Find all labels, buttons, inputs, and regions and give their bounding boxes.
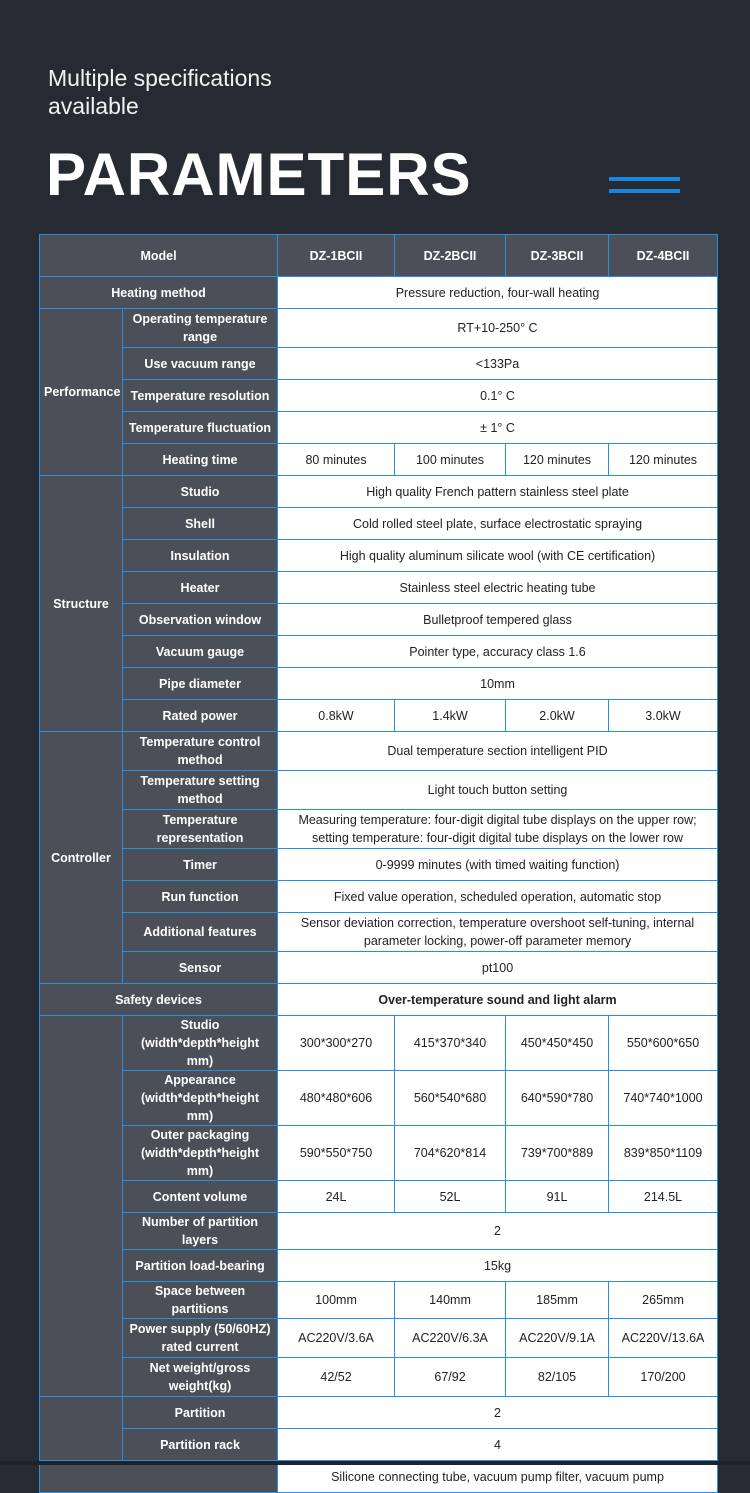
table-row — [40, 1461, 718, 1493]
cell-value: 3.0kW — [609, 700, 718, 732]
row-label: Partition — [123, 1397, 278, 1429]
row-value: 2 — [278, 1213, 718, 1250]
row-value: Light touch button setting — [278, 771, 718, 810]
cell-value: AC220V/3.6A — [278, 1319, 395, 1358]
decor-bar-bottom — [609, 189, 680, 193]
table-row — [40, 444, 718, 476]
subtitle-line-2: available — [48, 93, 139, 119]
row-label: Temperature control method — [123, 732, 278, 771]
page-title: PARAMETERS — [46, 141, 472, 208]
row-value: 0.1° C — [278, 380, 718, 412]
table-row — [40, 1016, 718, 1071]
cell-value: 450*450*450 — [506, 1016, 609, 1071]
row-value: RT+10-250° C — [278, 309, 718, 348]
cell-value: 100mm — [278, 1282, 395, 1319]
cell-value: 2.0kW — [506, 700, 609, 732]
row-value: 10mm — [278, 668, 718, 700]
row-value: 0-9999 minutes (with timed waiting function) — [278, 849, 718, 881]
row-label: Use vacuum range — [123, 348, 278, 380]
row-value: Stainless steel electric heating tube — [278, 572, 718, 604]
row-label: Outer packaging (width*depth*height mm) — [123, 1126, 278, 1181]
row-label: Run function — [123, 881, 278, 913]
row-value: Sensor deviation correction, temperature overshoot self-tuning, internal parameter locking, power-off parameter memory — [278, 913, 718, 952]
cell-value: 1.4kW — [395, 700, 506, 732]
table-row — [40, 380, 718, 412]
cell-value: 740*740*1000 — [609, 1071, 718, 1126]
row-value: High quality French pattern stainless steel plate — [278, 476, 718, 508]
cell-value: 560*540*680 — [395, 1071, 506, 1126]
cell-value: 300*300*270 — [278, 1016, 395, 1071]
row-value: Pointer type, accuracy class 1.6 — [278, 636, 718, 668]
decor-bar-top — [609, 177, 680, 181]
cell-value: 214.5L — [609, 1181, 718, 1213]
row-label: Studio — [123, 476, 278, 508]
cell-value: 550*600*650 — [609, 1016, 718, 1071]
cell-value: 839*850*1109 — [609, 1126, 718, 1181]
bottom-border — [0, 1461, 750, 1465]
subtitle — [48, 64, 348, 120]
table-row — [40, 1358, 718, 1397]
row-value: Pressure reduction, four-wall heating — [278, 277, 718, 309]
cell-value: 24L — [278, 1181, 395, 1213]
row-value: 4 — [278, 1429, 718, 1461]
row-label: Power supply (50/60HZ) rated current — [123, 1319, 278, 1358]
group-label-performance: Performance — [40, 309, 123, 476]
table-row — [40, 668, 718, 700]
cell-value: 140mm — [395, 1282, 506, 1319]
row-label: Observation window — [123, 604, 278, 636]
cell-value: 480*480*606 — [278, 1071, 395, 1126]
row-value: ± 1° C — [278, 412, 718, 444]
model-label: Model — [40, 235, 278, 277]
row-label: Additional features — [123, 913, 278, 952]
table-row — [40, 810, 718, 849]
cell-value: AC220V/9.1A — [506, 1319, 609, 1358]
table-row — [40, 604, 718, 636]
row-label: Space between partitions — [123, 1282, 278, 1319]
table-row — [40, 913, 718, 952]
row-value: Measuring temperature: four-digit digital tube displays on the upper row; setting temperature: four-digit digital tube displays on the lower row — [278, 810, 718, 849]
cell-value: 704*620*814 — [395, 1126, 506, 1181]
row-label: Heating time — [123, 444, 278, 476]
cell-value: 590*550*750 — [278, 1126, 395, 1181]
row-label: Pipe diameter — [123, 668, 278, 700]
row-label: Temperature setting method — [123, 771, 278, 810]
row-value: Fixed value operation, scheduled operation, automatic stop — [278, 881, 718, 913]
table-row — [40, 1213, 718, 1250]
row-label: Shell — [123, 508, 278, 540]
row-label: Temperature representation — [123, 810, 278, 849]
table-header-row — [40, 235, 718, 277]
row-value: Cold rolled steel plate, surface electrostatic spraying — [278, 508, 718, 540]
cell-value: 739*700*889 — [506, 1126, 609, 1181]
cell-value: 640*590*780 — [506, 1071, 609, 1126]
table-row — [40, 1181, 718, 1213]
cell-value: 265mm — [609, 1282, 718, 1319]
row-value: High quality aluminum silicate wool (with CE certification) — [278, 540, 718, 572]
group-label-empty — [40, 1016, 123, 1397]
row-value: pt100 — [278, 952, 718, 984]
table-row — [40, 952, 718, 984]
cell-value: 52L — [395, 1181, 506, 1213]
table-row — [40, 572, 718, 604]
table-row — [40, 476, 718, 508]
group-label-controller: Controller — [40, 732, 123, 984]
row-label: Vacuum gauge — [123, 636, 278, 668]
table-row — [40, 984, 718, 1016]
table-row — [40, 1250, 718, 1282]
cell-value: 100 minutes — [395, 444, 506, 476]
subtitle-line-1: Multiple specifications — [48, 65, 272, 91]
table-row — [40, 700, 718, 732]
row-label: Safety devices — [40, 984, 278, 1016]
row-label: Operating temperature range — [123, 309, 278, 348]
table-row — [40, 1071, 718, 1126]
table-row — [40, 636, 718, 668]
row-value: Over-temperature sound and light alarm — [278, 984, 718, 1016]
table-row — [40, 881, 718, 913]
table-row — [40, 277, 718, 309]
parameters-table — [39, 234, 718, 1493]
cell-value: 80 minutes — [278, 444, 395, 476]
cell-value: 91L — [506, 1181, 609, 1213]
row-value: Bulletproof tempered glass — [278, 604, 718, 636]
table-row — [40, 1282, 718, 1319]
cell-value: 185mm — [506, 1282, 609, 1319]
table-row — [40, 412, 718, 444]
row-label: Net weight/gross weight(kg) — [123, 1358, 278, 1397]
row-label: Rated power — [123, 700, 278, 732]
table-row — [40, 309, 718, 348]
table-row — [40, 1397, 718, 1429]
table-row — [40, 1429, 718, 1461]
table-row — [40, 771, 718, 810]
cell-value: 170/200 — [609, 1358, 718, 1397]
table-row — [40, 508, 718, 540]
row-label: Heater — [123, 572, 278, 604]
row-label-empty — [40, 1461, 278, 1493]
cell-value: 0.8kW — [278, 700, 395, 732]
row-label: Insulation — [123, 540, 278, 572]
row-label: Heating method — [40, 277, 278, 309]
row-value: Silicone connecting tube, vacuum pump filter, vacuum pump — [278, 1461, 718, 1493]
cell-value: 120 minutes — [609, 444, 718, 476]
row-value: 2 — [278, 1397, 718, 1429]
model-3: DZ-3BCII — [506, 235, 609, 277]
group-label-structure: Structure — [40, 476, 123, 732]
table-row — [40, 732, 718, 771]
cell-value: 67/92 — [395, 1358, 506, 1397]
row-value: <133Pa — [278, 348, 718, 380]
group-label-empty — [40, 1397, 123, 1461]
row-label: Partition rack — [123, 1429, 278, 1461]
row-label: Partition load-bearing — [123, 1250, 278, 1282]
row-label: Temperature resolution — [123, 380, 278, 412]
row-label: Temperature fluctuation — [123, 412, 278, 444]
row-label: Studio (width*depth*height mm) — [123, 1016, 278, 1071]
row-value: 15kg — [278, 1250, 718, 1282]
table-row — [40, 849, 718, 881]
cell-value: AC220V/13.6A — [609, 1319, 718, 1358]
cell-value: 120 minutes — [506, 444, 609, 476]
row-value: Dual temperature section intelligent PID — [278, 732, 718, 771]
row-label: Appearance (width*depth*height mm) — [123, 1071, 278, 1126]
cell-value: 82/105 — [506, 1358, 609, 1397]
cell-value: 415*370*340 — [395, 1016, 506, 1071]
cell-value: 42/52 — [278, 1358, 395, 1397]
model-1: DZ-1BCII — [278, 235, 395, 277]
row-label: Timer — [123, 849, 278, 881]
row-label: Number of partition layers — [123, 1213, 278, 1250]
model-2: DZ-2BCII — [395, 235, 506, 277]
table-row — [40, 1319, 718, 1358]
row-label: Sensor — [123, 952, 278, 984]
table-row — [40, 540, 718, 572]
cell-value: AC220V/6.3A — [395, 1319, 506, 1358]
table-row — [40, 348, 718, 380]
model-4: DZ-4BCII — [609, 235, 718, 277]
table-row — [40, 1126, 718, 1181]
row-label: Content volume — [123, 1181, 278, 1213]
